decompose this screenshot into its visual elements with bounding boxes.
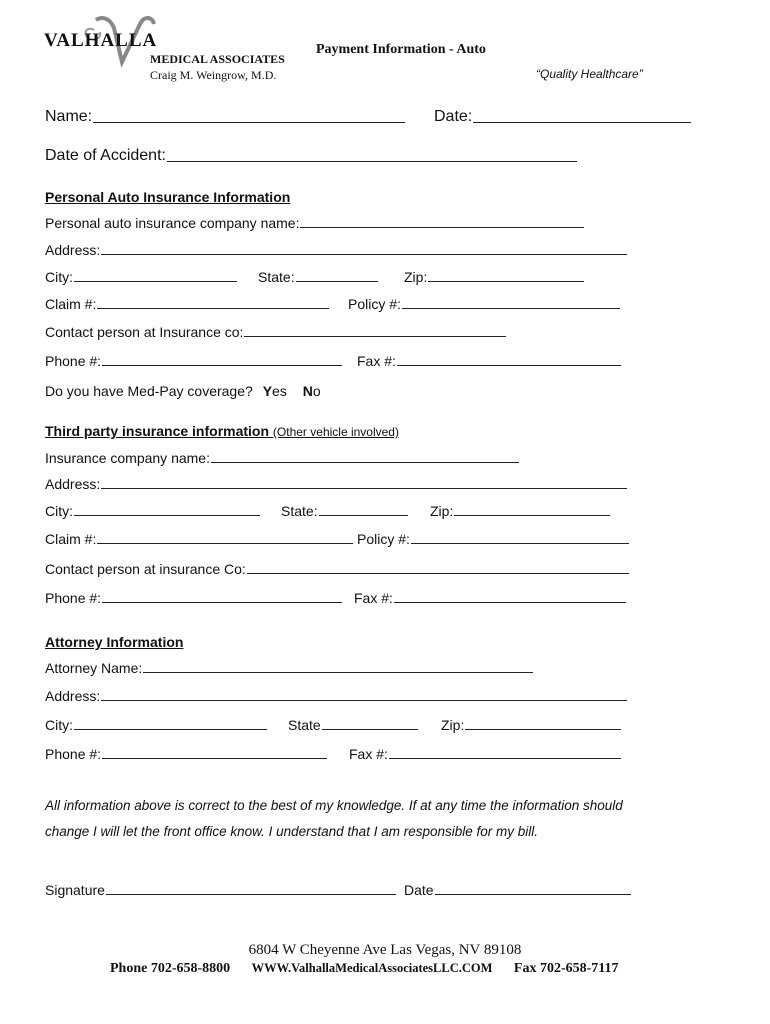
personal-policy-field[interactable] [348,296,620,312]
name-label: Name: [45,108,93,125]
personal-claim-field[interactable] [45,296,329,312]
personal-state-field[interactable] [258,269,378,285]
personal-phone-label: Phone #: [45,353,102,369]
third-party-section-title [45,423,399,439]
medpay-question [45,383,321,399]
attorney-zip-input-line[interactable] [465,729,621,730]
attorney-address-label: Address: [45,688,101,704]
personal-claim-label: Claim #: [45,296,97,312]
medpay-no-initial: N [302,383,313,399]
personal-address-label: Address: [45,242,101,258]
personal-phone-input-line[interactable] [102,365,342,366]
third-zip-field[interactable] [430,503,610,519]
footer-website[interactable]: WWW.ValhallaMedicalAssociatesLLC.COM [251,961,493,975]
date-field[interactable] [434,108,691,126]
personal-zip-field[interactable] [404,269,584,285]
attorney-state-input-line[interactable] [322,729,418,730]
footer-address: 6804 W Cheyenne Ave Las Vegas, NV 89108 [248,942,522,958]
personal-contact-input-line[interactable] [244,336,506,337]
org-name: MEDICAL ASSOCIATES [150,52,285,66]
attorney-state-label: State [288,717,321,733]
attorney-city-input-line[interactable] [74,729,267,730]
attorney-fax-label: Fax #: [349,746,388,762]
medpay-yes-initial: Y [262,383,273,399]
third-address-field[interactable] [45,476,627,492]
attorney-city-label: City: [45,717,73,733]
third-city-label: City: [45,503,73,519]
signature-input-line[interactable] [106,894,396,895]
third-fax-input-line[interactable] [394,602,626,603]
attorney-address-field[interactable] [45,688,627,704]
medpay-yes-rest: es [272,383,287,399]
personal-company-label: Personal auto insurance company name: [45,215,300,231]
attorney-name-label: Attorney Name: [45,660,143,676]
attorney-name-field[interactable] [45,660,533,676]
signature-label: Signature [45,882,105,898]
statement-line-2: change I will let the front office know. I understand that I am responsible for my bill. [45,824,539,839]
third-company-label: Insurance company name: [45,450,210,466]
personal-section-title: Personal Auto Insurance Information [45,189,291,205]
personal-city-label: City: [45,269,73,285]
third-zip-label: Zip: [430,503,454,519]
third-city-field[interactable] [45,503,260,519]
personal-state-input-line[interactable] [296,281,378,282]
personal-phone-field[interactable] [45,353,342,369]
form-title: Payment Information - Auto [316,42,486,57]
accident-date-field[interactable] [45,147,577,165]
personal-fax-field[interactable] [357,353,621,369]
personal-address-input-line[interactable] [101,254,627,255]
doctor-name: Craig M. Weingrow, M.D. [150,68,277,82]
third-claim-label: Claim #: [45,531,97,547]
third-contact-label: Contact person at insurance Co: [45,561,246,577]
medpay-question-text: Do you have Med-Pay coverage? [45,383,253,399]
date-input-line[interactable] [473,122,691,123]
third-contact-input-line[interactable] [247,573,629,574]
third-phone-field[interactable] [45,590,342,606]
personal-claim-input-line[interactable] [97,308,329,309]
signature-date-label: Date [404,882,434,898]
personal-zip-input-line[interactable] [428,281,584,282]
third-phone-label: Phone #: [45,590,102,606]
personal-state-label: State: [258,269,295,285]
accident-date-input-line[interactable] [167,161,577,162]
name-input-line[interactable] [93,122,405,123]
third-policy-field[interactable] [357,531,629,547]
logo-wordmark: VALHALLA [44,30,158,51]
personal-fax-label: Fax #: [357,353,396,369]
personal-city-field[interactable] [45,269,237,285]
medpay-yes-option[interactable] [263,383,287,399]
signature-date-input-line[interactable] [435,894,631,895]
personal-zip-label: Zip: [404,269,428,285]
third-state-label: State: [281,503,318,519]
personal-address-field[interactable] [45,242,627,258]
third-company-field[interactable] [45,450,519,466]
attorney-phone-field[interactable] [45,746,327,762]
third-address-input-line[interactable] [101,488,627,489]
attorney-zip-field[interactable] [441,717,621,733]
signature-field[interactable] [45,882,396,898]
date-label: Date: [434,108,473,125]
footer-phone: Phone 702-658-8800 [110,961,231,976]
attorney-state-field[interactable] [288,717,418,733]
third-policy-label: Policy #: [357,531,410,547]
personal-company-field[interactable] [45,215,584,231]
third-fax-field[interactable] [354,590,626,606]
third-party-title-text: Third party insurance information [45,423,270,439]
third-fax-label: Fax #: [354,590,393,606]
attorney-city-field[interactable] [45,717,267,733]
third-address-label: Address: [45,476,101,492]
footer-contact-row [110,961,619,977]
personal-fax-input-line[interactable] [397,365,621,366]
name-field[interactable] [45,108,405,126]
attorney-phone-input-line[interactable] [102,758,327,759]
personal-policy-input-line[interactable] [402,308,620,309]
third-phone-input-line[interactable] [102,602,342,603]
attorney-fax-field[interactable] [349,746,621,762]
footer-fax: Fax 702-658-7117 [513,961,619,976]
personal-contact-field[interactable] [45,324,506,340]
medpay-no-option[interactable] [303,383,321,399]
third-party-subtitle: (Other vehicle involved) [272,425,399,439]
personal-policy-label: Policy #: [348,296,401,312]
third-state-field[interactable] [281,503,408,519]
tagline: “Quality Healthcare” [536,67,643,81]
statement-line-1: All information above is correct to the best of my knowledge. If at any time the information should [45,798,623,813]
personal-contact-label: Contact person at Insurance co: [45,324,244,340]
personal-company-input-line[interactable] [300,227,584,228]
signature-date-field[interactable] [404,882,631,898]
attorney-fax-input-line[interactable] [389,758,621,759]
attorney-phone-label: Phone #: [45,746,102,762]
third-zip-input-line[interactable] [454,515,610,516]
attorney-section-title: Attorney Information [45,634,184,650]
third-contact-field[interactable] [45,561,629,577]
third-company-input-line[interactable] [211,462,519,463]
third-state-input-line[interactable] [319,515,408,516]
medpay-no-rest: o [312,383,321,399]
third-policy-input-line[interactable] [411,543,629,544]
attorney-zip-label: Zip: [441,717,465,733]
third-claim-field[interactable] [45,531,353,547]
attorney-name-input-line[interactable] [143,672,533,673]
accident-date-label: Date of Accident: [45,147,166,164]
third-city-input-line[interactable] [74,515,260,516]
third-claim-input-line[interactable] [97,543,353,544]
attorney-address-input-line[interactable] [101,700,627,701]
personal-city-input-line[interactable] [74,281,237,282]
